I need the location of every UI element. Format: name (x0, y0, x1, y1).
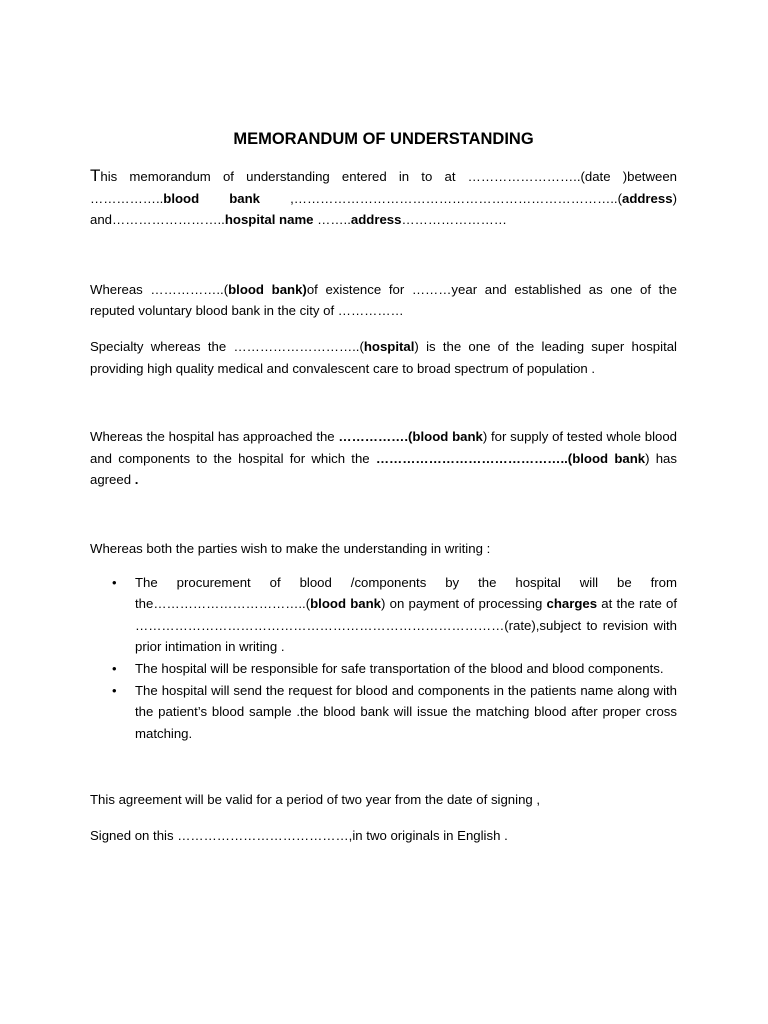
whereas1-text-1: Whereas ……………..( (90, 281, 229, 297)
intro-text-2: ,………………………………………………………………..( (260, 190, 622, 206)
intro-bold-2: address (621, 190, 673, 206)
intro-paragraph (90, 165, 677, 231)
signed-paragraph: Signed on this …………………………………,in two originals in English . (90, 827, 508, 843)
spacer (90, 231, 677, 279)
whereas1-bold-1: blood bank) (228, 281, 307, 297)
list-item-procurement (90, 572, 677, 658)
terms-list (90, 572, 677, 745)
item1-text-3: at the rate of …………………………………………………………………………(rate),subject to revision with prior intimation in writing . (135, 596, 677, 655)
intro-text-1: his memorandum of understanding entered in to at ……………………..(date )between …………….. (90, 169, 677, 206)
spacer (90, 322, 677, 336)
whereas-writing-paragraph: Whereas both the parties wish to make the understanding in writing : (90, 540, 491, 556)
whereas2-bold-3: . (134, 472, 139, 488)
intro-bold-4: address (350, 212, 402, 228)
item3-text: The hospital will send the request for blood and components in the patients name along with the patient’s blood sample .the blood bank will issue the matching blood after proper cross matching. (135, 682, 677, 741)
whereas-approach-paragraph (90, 426, 677, 491)
item1-bold-1: blood bank (310, 596, 382, 612)
bullet-icon: • (112, 574, 117, 590)
whereas1-text-2: of existence for ………year and established as one of the reputed voluntary blood bank in the city of …………… (90, 281, 677, 319)
whereas-existence-paragraph (90, 279, 677, 322)
intro-text-4: …….. (313, 212, 351, 228)
intro-text-5: …………………… (401, 212, 507, 228)
spacer (90, 811, 677, 825)
intro-bold-3: hospital name (224, 212, 314, 228)
document-body (90, 128, 677, 846)
intro-bold-1: blood bank (163, 190, 261, 206)
bullet-icon: • (112, 682, 117, 698)
list-item-request (90, 680, 677, 745)
bullet-icon: • (112, 660, 117, 676)
item1-bold-2: charges (546, 596, 598, 612)
intro-text-3: ) and…………………….. (90, 190, 677, 228)
specialty-bold-1: hospital (363, 338, 415, 354)
whereas2-text-1: Whereas the hospital has approached the (90, 429, 339, 445)
spacer (90, 491, 677, 538)
document-title: MEMORANDUM OF UNDERSTANDING (233, 130, 534, 148)
specialty-paragraph (90, 336, 677, 379)
item1-text-1: The procurement of blood /components by the hospital will be from the……………………………..( (135, 574, 677, 612)
item1-text-2: ) on payment of processing (381, 596, 547, 612)
item2-text: The hospital will be responsible for safe transportation of the blood and blood components. (135, 660, 664, 676)
specialty-text-1: Specialty whereas the ………………………..( (90, 338, 364, 354)
intro-first-letter: T (90, 166, 101, 185)
specialty-text-2: ) is the one of the leading super hospital providing high quality medical and convalescent care to broad spectrum of population . (90, 338, 677, 376)
whereas2-text-2: ) for supply of tested whole blood and components to the hospital for which the (90, 429, 678, 466)
whereas2-bold-2: ……………………………………..(blood bank (375, 450, 646, 466)
whereas2-bold-1: …………….(blood bank (338, 429, 483, 445)
list-item-transportation (90, 658, 677, 680)
spacer (90, 379, 677, 426)
spacer (90, 744, 677, 789)
whereas2-text-3: ) has agreed (90, 450, 677, 488)
validity-paragraph: This agreement will be valid for a period of two year from the date of signing , (90, 792, 541, 808)
